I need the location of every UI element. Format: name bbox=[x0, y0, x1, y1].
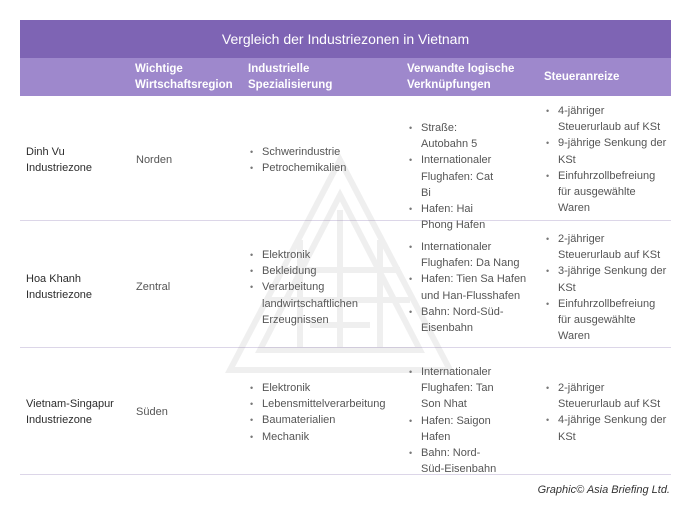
zone-region: Zentral bbox=[136, 281, 171, 293]
zone-name: Hoa Khanh Industriezone bbox=[26, 273, 93, 301]
logistics-list bbox=[407, 239, 535, 336]
comparison-table bbox=[20, 20, 671, 475]
specialization-list bbox=[248, 247, 388, 328]
list-item: • Internationaler Flughafen: Da Nang bbox=[407, 239, 535, 271]
zone-region: Süden bbox=[136, 406, 168, 418]
list-item: • Baumaterialien bbox=[248, 412, 398, 428]
table-row bbox=[20, 221, 671, 348]
list-item: • 2-jähriger Steuerurlaub auf KSt bbox=[544, 231, 669, 263]
zone-name: Vietnam-Singapur Industriezone bbox=[26, 398, 114, 426]
list-item: • Internationaler Flughafen: Cat Bi bbox=[407, 152, 505, 201]
list-item: • Einfuhrzollbefreiung für ausgewählte Waren bbox=[544, 296, 669, 345]
list-item: • Elektronik bbox=[248, 380, 398, 396]
header-incentives: Steueranreize bbox=[544, 71, 620, 83]
list-item: • Bahn: Nord-Süd-Eisenbahn bbox=[407, 304, 535, 336]
table-row bbox=[20, 348, 671, 475]
table-title: Vergleich der Industriezonen in Vietnam bbox=[20, 20, 671, 58]
incentives-list bbox=[544, 231, 669, 344]
graphic-credit: Graphic© Asia Briefing Ltd. bbox=[537, 484, 670, 496]
list-item: • Petrochemikalien bbox=[248, 160, 398, 176]
header-region: Wichtige Wirtschaftsregion bbox=[135, 63, 233, 91]
specialization-list bbox=[248, 380, 398, 445]
list-item: • Internationaler Flughafen: Tan Son Nhat bbox=[407, 364, 503, 413]
header-row bbox=[20, 58, 671, 96]
list-item: • Elektronik bbox=[248, 247, 388, 263]
incentives-list bbox=[544, 103, 669, 216]
zone-name: Dinh Vu Industriezone bbox=[26, 146, 93, 174]
list-item: • Hafen: Tien Sa Hafen und Han-Flusshafen bbox=[407, 271, 535, 303]
list-item: • 4-jähriger Steuerurlaub auf KSt bbox=[544, 103, 669, 135]
zone-region: Norden bbox=[136, 154, 173, 166]
header-specialization: Industrielle Spezialisierung bbox=[248, 63, 333, 91]
list-item: • Mechanik bbox=[248, 429, 398, 445]
list-item: • Straße: Autobahn 5 bbox=[407, 120, 505, 152]
list-item: • Verarbeitung landwirtschaftlichen Erzeugnissen bbox=[248, 279, 388, 328]
specialization-list bbox=[248, 144, 398, 176]
list-item: • 2-jähriger Steuerurlaub auf KSt bbox=[544, 380, 669, 412]
list-item: • Bekleidung bbox=[248, 263, 388, 279]
table-row bbox=[20, 96, 671, 232]
list-item: • Hafen: Hai Phong Hafen bbox=[407, 201, 505, 233]
logistics-list bbox=[407, 120, 505, 233]
logistics-list bbox=[407, 364, 503, 477]
list-item: • Bahn: Nord-Süd-Eisenbahn bbox=[407, 445, 503, 477]
list-item: • 3-jährige Senkung der KSt bbox=[544, 263, 669, 295]
list-item: • Lebensmittelverarbeitung bbox=[248, 396, 398, 412]
list-item: • 9-jährige Senkung der KSt bbox=[544, 135, 669, 167]
header-logistics: Verwandte logische Verknüpfungen bbox=[407, 63, 515, 91]
list-item: • Schwerindustrie bbox=[248, 144, 398, 160]
incentives-list bbox=[544, 380, 669, 445]
list-item: • Hafen: Saigon Hafen bbox=[407, 413, 503, 445]
list-item: • 4-jährige Senkung der KSt bbox=[544, 412, 669, 444]
list-item: • Einfuhrzollbefreiung für ausgewählte Waren bbox=[544, 168, 669, 217]
